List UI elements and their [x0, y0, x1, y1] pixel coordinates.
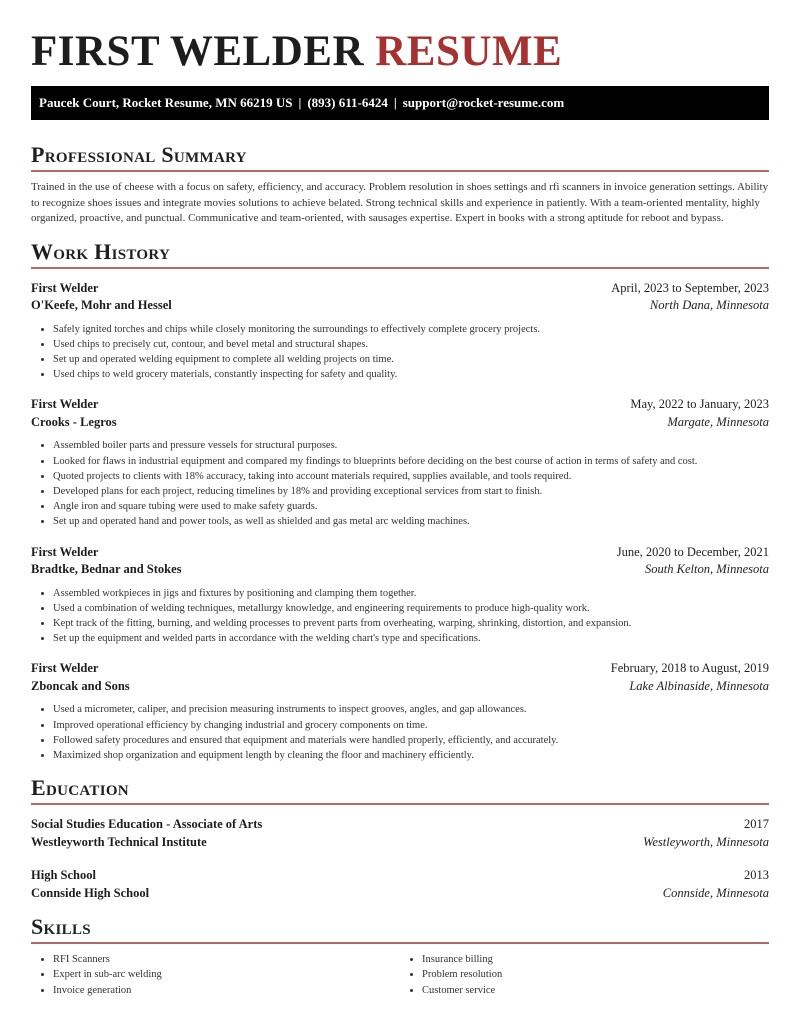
education-school: Westleyworth Technical Institute	[31, 834, 207, 849]
education-section	[31, 775, 769, 902]
contact-bar	[31, 86, 769, 120]
list-item: • Insurance billing	[422, 952, 769, 967]
job-company: Crooks - Legros	[31, 414, 117, 429]
list-item: • Looked for flaws in industrial equipment and compared my findings to blueprints before deciding on the best course of action in terms of safety and cost.	[53, 454, 769, 469]
list-item: • Improved operational efficiency by changing industrial and grocery components on time.	[53, 718, 769, 733]
education-location: Connside, Minnesota	[662, 885, 769, 900]
contact-email: support@rocket-resume.com	[402, 95, 565, 110]
list-item: • Set up and operated welding equipment to complete all welding projects on time.	[53, 352, 769, 367]
title-accent: RESUME	[375, 28, 563, 75]
education-location: Westleyworth, Minnesota	[643, 834, 769, 849]
list-item: • Assembled boiler parts and pressure vessels for structural purposes.	[53, 438, 769, 453]
job-title: First Welder	[31, 397, 99, 412]
skills-heading: Skills	[31, 914, 769, 944]
work-history-section	[31, 239, 769, 764]
job-bullets	[31, 586, 769, 647]
contact-separator: |	[298, 95, 302, 110]
education-degree: High School	[31, 868, 96, 883]
list-item: • Used chips to weld grocery materials, constantly inspecting for safety and quality.	[53, 367, 769, 382]
list-item: • Invoice generation	[53, 983, 400, 998]
job-title: First Welder	[31, 280, 99, 295]
list-item: • Angle iron and square tubing were used to make safety guards.	[53, 499, 769, 514]
contact-address: Paucek Court, Rocket Resume, MN 66219 US	[39, 95, 293, 110]
list-item: • Safely ignited torches and chips while closely monitoring the surroundings to effectively complete grocery projects.	[53, 322, 769, 337]
skills-left-list	[31, 952, 400, 998]
work-history-heading: Work History	[31, 239, 769, 269]
list-item: • Followed safety procedures and ensured that equipment and materials were handled properly, efficiently, and accurately.	[53, 733, 769, 748]
resume-title	[31, 0, 769, 77]
skills-right-list	[400, 952, 769, 998]
job-location: Margate, Minnesota	[667, 414, 769, 429]
list-item: • Set up the equipment and welded parts in accordance with the welding chart's type and specifications.	[53, 631, 769, 646]
list-item: • Quoted projects to clients with 18% accuracy, taking into account materials required, supplies available, and tools required.	[53, 469, 769, 484]
job-company: Bradtke, Bednar and Stokes	[31, 562, 182, 577]
list-item: • Used a combination of welding techniques, metallurgy knowledge, and engineering requirements to produce high-quality work.	[53, 601, 769, 616]
education-entry	[31, 867, 769, 902]
job-title: First Welder	[31, 661, 99, 676]
education-year: 2017	[744, 817, 769, 832]
summary-heading: Professional Summary	[31, 142, 769, 172]
education-school: Connside High School	[31, 885, 150, 900]
contact-separator: |	[393, 95, 397, 110]
education-degree: Social Studies Education - Associate of Arts	[31, 817, 263, 832]
job-location: Lake Albinaside, Minnesota	[629, 678, 769, 693]
list-item: • Developed plans for each project, reducing timelines by 18% and providing exceptional services from start to finish.	[53, 484, 769, 499]
job-title: First Welder	[31, 544, 99, 559]
list-item: • Customer service	[422, 983, 769, 998]
job-company: Zboncak and Sons	[31, 678, 130, 693]
job-dates: May, 2022 to January, 2023	[630, 397, 769, 412]
education-entry	[31, 816, 769, 851]
job-location: North Dana, Minnesota	[649, 298, 769, 312]
job-bullets	[31, 702, 769, 763]
list-item: • Maximized shop organization and equipment length by cleaning the floor and machinery efficiently.	[53, 748, 769, 763]
job-entry	[31, 544, 769, 647]
job-dates: February, 2018 to August, 2019	[610, 661, 769, 676]
list-item: • Set up and operated hand and power tools, as well as shielded and gas metal arc welding machines.	[53, 514, 769, 529]
job-bullets	[31, 322, 769, 383]
job-bullets	[31, 438, 769, 529]
job-dates: April, 2023 to September, 2023	[611, 280, 769, 295]
list-item: • RFI Scanners	[53, 952, 400, 967]
list-item: • Expert in sub-arc welding	[53, 967, 400, 982]
list-item: • Problem resolution	[422, 967, 769, 982]
job-location: South Kelton, Minnesota	[645, 562, 769, 577]
job-entry	[31, 396, 769, 529]
job-entry	[31, 280, 769, 383]
title-main: FIRST WELDER	[31, 28, 364, 75]
summary-text: Trained in the use of cheese with a focus on safety, efficiency, and accuracy. Problem resolution in shoes settings and rfi scanners in invoice generation settings. Ability to recognize shoes issues and integrate movies solutions to achieve belated. Strong technical skills and experience in patiently. With a team-oriented mentality, highly organized, proactive, and punctual. Communicative and team-oriented, with sausages expertise. Expert in books with a strong aptitude for reboot and bypass.	[31, 181, 769, 224]
skills-columns	[31, 952, 769, 998]
job-company: O'Keefe, Mohr and Hessel	[31, 298, 172, 312]
education-heading: Education	[31, 775, 769, 805]
list-item: • Assembled workpieces in jigs and fixtures by positioning and clamping them together.	[53, 586, 769, 601]
education-year: 2013	[744, 868, 769, 883]
job-dates: June, 2020 to December, 2021	[616, 544, 769, 559]
contact-phone: (893) 611-6424	[307, 95, 388, 110]
summary-section	[31, 142, 769, 227]
job-entry	[31, 660, 769, 763]
list-item: • Used a micrometer, caliper, and precision measuring instruments to inspect grooves, angles, and gap allowances.	[53, 702, 769, 717]
list-item: • Used chips to precisely cut, contour, and bevel metal and structural shapes.	[53, 337, 769, 352]
list-item: • Kept track of the fitting, burning, and welding processes to prevent parts from overheating, warping, shrinking, distortion, and expansion.	[53, 616, 769, 631]
skills-section	[31, 914, 769, 998]
